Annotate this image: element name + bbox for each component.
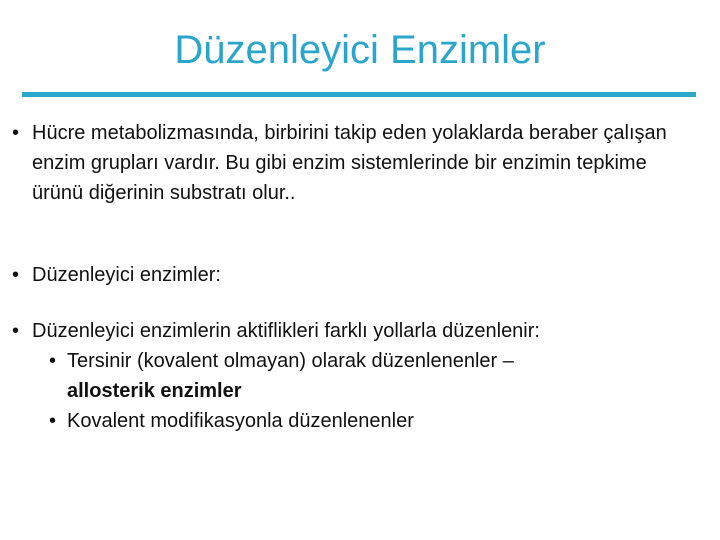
bullet-item: [12, 118, 672, 208]
bullet-marker: •: [49, 350, 57, 372]
title-underline: [22, 92, 696, 97]
sub-bullet-item: [49, 346, 667, 406]
bullet-text: Düzenleyici enzimler:: [32, 264, 221, 286]
bullet-item: [12, 316, 672, 346]
sub-bullet-emphasis: allosterik enzimler: [67, 380, 242, 402]
bullet-marker: •: [12, 320, 20, 342]
sub-bullet-text: Kovalent modifikasyonla düzenlenenler: [67, 410, 414, 432]
bullet-marker: •: [49, 410, 57, 432]
bullet-item: [12, 260, 672, 290]
bullet-marker: •: [12, 122, 20, 144]
sub-bullet-plain: Tersinir (kovalent olmayan) olarak düzenlenenler –: [67, 350, 514, 372]
sub-bullet-text: [67, 346, 667, 406]
slide-title: Düzenleyici Enzimler: [174, 28, 546, 72]
bullet-text: Hücre metabolizmasında, birbirini takip eden yolaklarda beraber çalışan enzim grupları vardır. Bu gibi enzim sistemlerinde bir enzimin tepkime ürünü diğerinin substratı olur..: [32, 122, 667, 204]
bullet-text: Düzenleyici enzimlerin aktiflikleri farklı yollarla düzenlenir:: [32, 320, 540, 342]
sub-bullet-item: [49, 406, 667, 436]
bullet-marker: •: [12, 264, 20, 286]
